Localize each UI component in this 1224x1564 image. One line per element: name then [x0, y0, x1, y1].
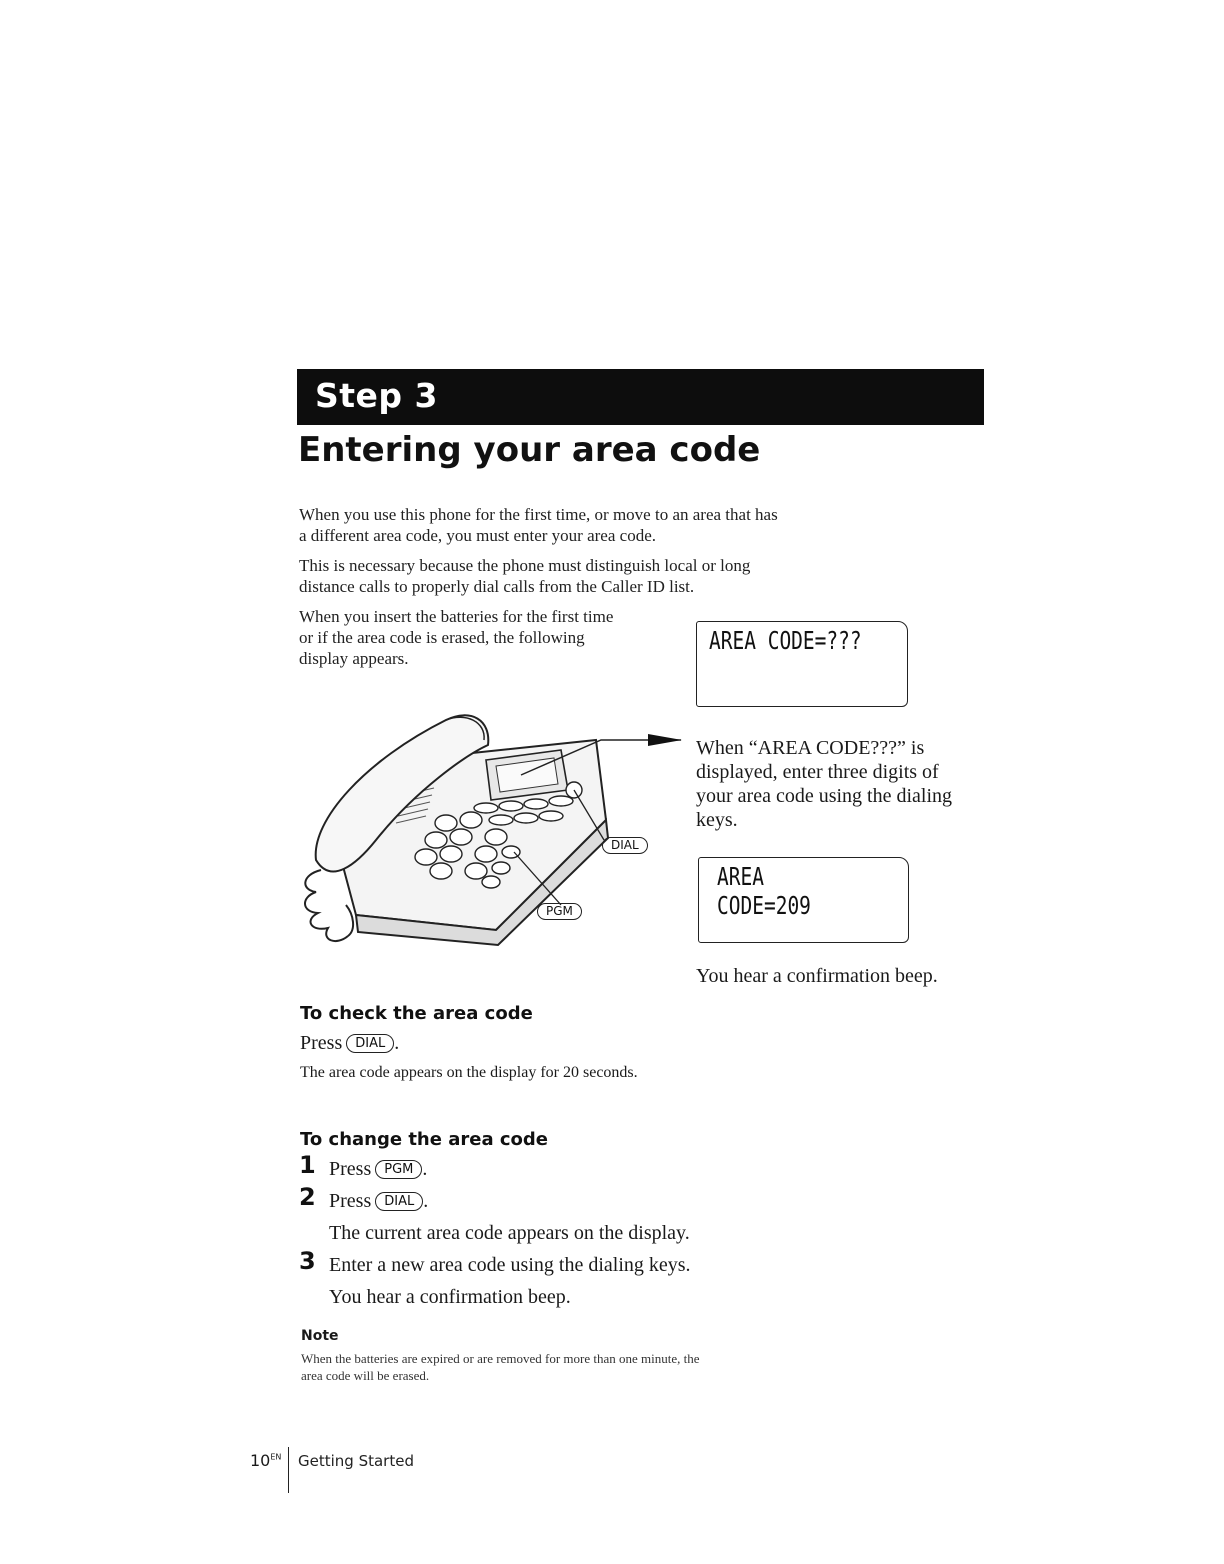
step-3-text: Enter a new area code using the dialing keys. — [329, 1254, 691, 1276]
dial-key-icon: DIAL — [346, 1034, 394, 1053]
intro-p3-line2: or if the area code is erased, the following — [299, 628, 585, 647]
note-title: Note — [301, 1328, 339, 1344]
page-number-value: 10 — [250, 1451, 271, 1470]
step-2-text — [329, 1189, 428, 1213]
step-3-subtext: You hear a confirmation beep. — [329, 1286, 571, 1308]
intro-paragraph-1 — [299, 504, 879, 546]
footer-section: Getting Started — [298, 1452, 414, 1470]
step-1-number: 1 — [299, 1151, 316, 1179]
check-description: The area code appears on the display for 20 seconds. — [300, 1064, 638, 1081]
note-line1: When the batteries are expired or are removed for more than one minute, the — [301, 1351, 700, 1366]
check-press-line — [300, 1031, 399, 1055]
phone-illustration — [296, 700, 696, 950]
lcd-display-entered — [698, 857, 909, 943]
intro-p2-line2: distance calls to properly dial calls from the Caller ID list. — [299, 577, 695, 596]
page-number-suffix: EN — [270, 1452, 282, 1462]
step-2-number: 2 — [299, 1183, 316, 1211]
instruction-line2: displayed, enter three digits of — [696, 761, 939, 783]
pgm-key-label: PGM — [537, 903, 582, 920]
intro-p1-line1: When you use this phone for the first time, or move to an area that has — [299, 505, 778, 524]
lcd-text-entered: AREA CODE=209 — [717, 862, 811, 920]
step-1-period: . — [422, 1158, 428, 1180]
intro-p2-line1: This is necessary because the phone must distinguish local or long — [299, 556, 751, 575]
check-press-text: Press — [300, 1032, 343, 1054]
step-2-period: . — [423, 1190, 429, 1212]
page-title: Entering your area code — [298, 430, 761, 470]
check-period: . — [394, 1032, 400, 1054]
pgm-key-callout — [533, 903, 582, 922]
intro-p1-line2: a different area code, you must enter your area code. — [299, 526, 656, 545]
step-label: Step 3 — [315, 376, 438, 415]
intro-p3-line3: display appears. — [299, 649, 409, 668]
instruction-line4: keys. — [696, 809, 738, 831]
check-heading: To check the area code — [300, 1003, 533, 1024]
footer-divider — [288, 1447, 289, 1493]
confirmation-text: You hear a confirmation beep. — [696, 965, 938, 987]
instruction-line1: When “AREA CODE???” is — [696, 737, 925, 759]
pgm-key-icon: PGM — [375, 1160, 422, 1179]
step-2-subtext: The current area code appears on the display. — [329, 1222, 690, 1244]
instruction-text — [696, 736, 996, 832]
note-text — [301, 1350, 881, 1384]
lcd-text-initial: AREA CODE=??? — [709, 626, 862, 655]
intro-paragraph-3 — [299, 606, 679, 669]
dial-key-icon: DIAL — [375, 1192, 423, 1211]
step-3-number: 3 — [299, 1247, 316, 1275]
page-number — [250, 1451, 281, 1470]
intro-p3-line1: When you insert the batteries for the first time — [299, 607, 614, 626]
change-heading: To change the area code — [300, 1129, 548, 1150]
lcd-display-initial — [696, 621, 908, 707]
step-2-press: Press — [329, 1190, 372, 1212]
note-line2: area code will be erased. — [301, 1368, 430, 1383]
dial-key-callout — [598, 837, 648, 856]
instruction-line3: your area code using the dialing — [696, 785, 953, 807]
step-1-text — [329, 1157, 427, 1181]
intro-paragraph-2 — [299, 555, 879, 597]
dial-key-label: DIAL — [602, 837, 648, 854]
step-1-press: Press — [329, 1158, 372, 1180]
